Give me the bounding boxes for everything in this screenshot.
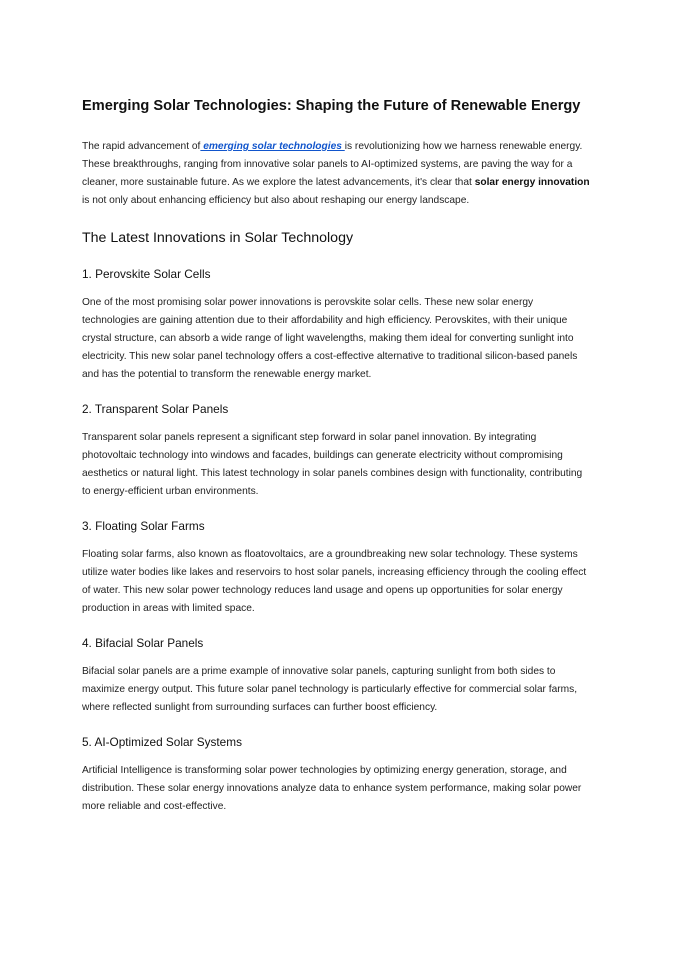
intro-text-end: is not only about enhancing efficiency but also about reshaping our energy landscape. (82, 195, 470, 206)
section-floating (82, 517, 592, 618)
emerging-solar-technologies-link[interactable]: emerging solar technologies (200, 141, 345, 152)
section-body-ai-optimized: Artificial Intelligence is transforming solar power technologies by optimizing energy generation, storage, and distribution. These solar energy innovations analyze data to enhance system performance, making solar power more reliable and cost-effective. (82, 765, 582, 812)
intro-text-middle: is revolutionizing how we harness renewable energy. These breakthroughs, ranging from innovative solar panels to AI-optimized systems, are paving the way for a cleaner, more sustainable future. As we explore the latest advancements, it's clear that (82, 141, 583, 188)
section-heading: The Latest Innovations in Solar Technology (82, 230, 354, 246)
section-body-bifacial: Bifacial solar panels are a prime example of innovative solar panels, capturing sunlight from both sides to maximize energy output. This future solar panel technology is particularly effective for commercial solar farms, where reflected sunlight from surrounding surfaces can further boost efficiency. (82, 666, 578, 713)
intro-text-start: The rapid advancement of (82, 141, 201, 152)
section-heading-floating: 3. Floating Solar Farms (82, 519, 205, 533)
document-title: Emerging Solar Technologies: Shaping the Future of Renewable Energy (82, 98, 581, 114)
section-transparent (82, 400, 592, 501)
section-heading-bifacial: 4. Bifacial Solar Panels (82, 636, 204, 650)
section-body-perovskite: One of the most promising solar power innovations is perovskite solar cells. These new solar energy technologies are gaining attention due to their affordability and high efficiency. Perovskites, with their unique crystal structure, can absorb a wide range of light wavelengths, making them ideal for converting sunlight into electricity. This new solar panel technology offers a cost-effective alternative to traditional silicon-based panels and has the potential to transform the renewable energy market. (82, 297, 578, 380)
section-ai-optimized (82, 733, 592, 816)
section-heading-ai-optimized: 5. AI-Optimized Solar Systems (82, 735, 242, 749)
section-bifacial (82, 634, 592, 717)
intro-bold-text: solar energy innovation (474, 177, 590, 188)
document-page (82, 96, 592, 832)
section-perovskite (82, 265, 592, 384)
section-heading-transparent: 2. Transparent Solar Panels (82, 402, 229, 416)
section-heading-perovskite: 1. Perovskite Solar Cells (82, 267, 211, 281)
section-body-floating: Floating solar farms, also known as floatovoltaics, are a groundbreaking new solar technology. These systems utilize water bodies like lakes and reservoirs to host solar panels, increasing efficiency through the cooling effect of water. This new solar power technology reduces land usage and opens up opportunities for solar energy production in areas with limited space. (82, 549, 587, 614)
intro-paragraph (82, 138, 592, 210)
section-body-transparent: Transparent solar panels represent a significant step forward in solar panel innovation. By integrating photovoltaic technology into windows and facades, buildings can generate electricity without compromising aesthetics or natural light. This latest technology in solar panels combines design with functionality, contributing to energy-efficient urban environments. (82, 432, 583, 497)
